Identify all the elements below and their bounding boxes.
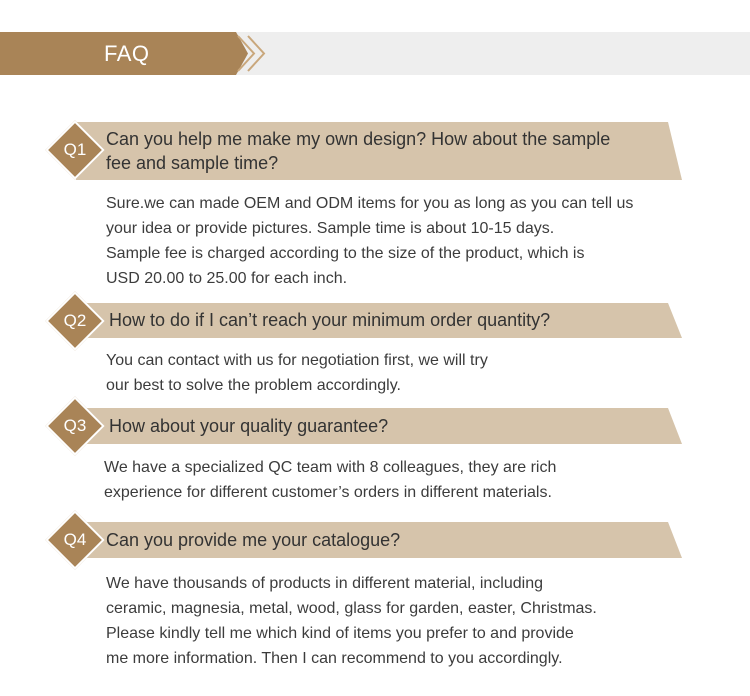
answer-line: experience for different customer’s orders in different materials. xyxy=(104,484,552,501)
question-line: Can you provide me your catalogue? xyxy=(106,530,401,550)
answer-line: Please kindly tell me which kind of items you prefer to and provide xyxy=(106,625,574,642)
answer-line: We have a specialized QC team with 8 colleagues, they are rich xyxy=(104,459,557,476)
question-text-q1 xyxy=(106,127,610,175)
answer-line: our best to solve the problem accordingly. xyxy=(106,377,401,394)
answer-text-q2 xyxy=(106,348,488,398)
question-label-q2: Q2 xyxy=(63,311,87,330)
double-chevron-right-icon xyxy=(232,32,272,75)
answer-line: USD 20.00 to 25.00 for each inch. xyxy=(106,270,348,287)
answer-text-q4 xyxy=(106,571,597,671)
answer-line: Sure.we can made OEM and ODM items for you as long as you can tell us xyxy=(106,195,634,212)
answer-line: ceramic, magnesia, metal, wood, glass for garden, easter, Christmas. xyxy=(106,600,597,617)
question-text-q2 xyxy=(109,308,550,332)
question-line: Can you help me make my own design? How about the sample xyxy=(106,129,611,149)
faq-title: FAQ xyxy=(104,41,150,66)
question-text-q4 xyxy=(106,528,400,552)
question-label-q1: Q1 xyxy=(63,140,87,159)
answer-line: your idea or provide pictures. Sample time is about 10-15 days. xyxy=(106,220,555,237)
question-line: How to do if I can’t reach your minimum order quantity? xyxy=(109,310,551,330)
answer-line: me more information. Then I can recommend to you accordingly. xyxy=(106,650,563,667)
question-line: How about your quality guarantee? xyxy=(109,416,389,436)
question-text-q3 xyxy=(109,414,388,438)
answer-line: We have thousands of products in different material, including xyxy=(106,575,543,592)
question-label-q3: Q3 xyxy=(63,416,87,435)
answer-text-q1 xyxy=(106,191,633,291)
question-label-q4: Q4 xyxy=(63,530,87,549)
answer-text-q3 xyxy=(104,455,556,505)
answer-line: You can contact with us for negotiation first, we will try xyxy=(106,352,488,369)
answer-line: Sample fee is charged according to the size of the product, which is xyxy=(106,245,585,262)
question-line: fee and sample time? xyxy=(106,153,279,173)
